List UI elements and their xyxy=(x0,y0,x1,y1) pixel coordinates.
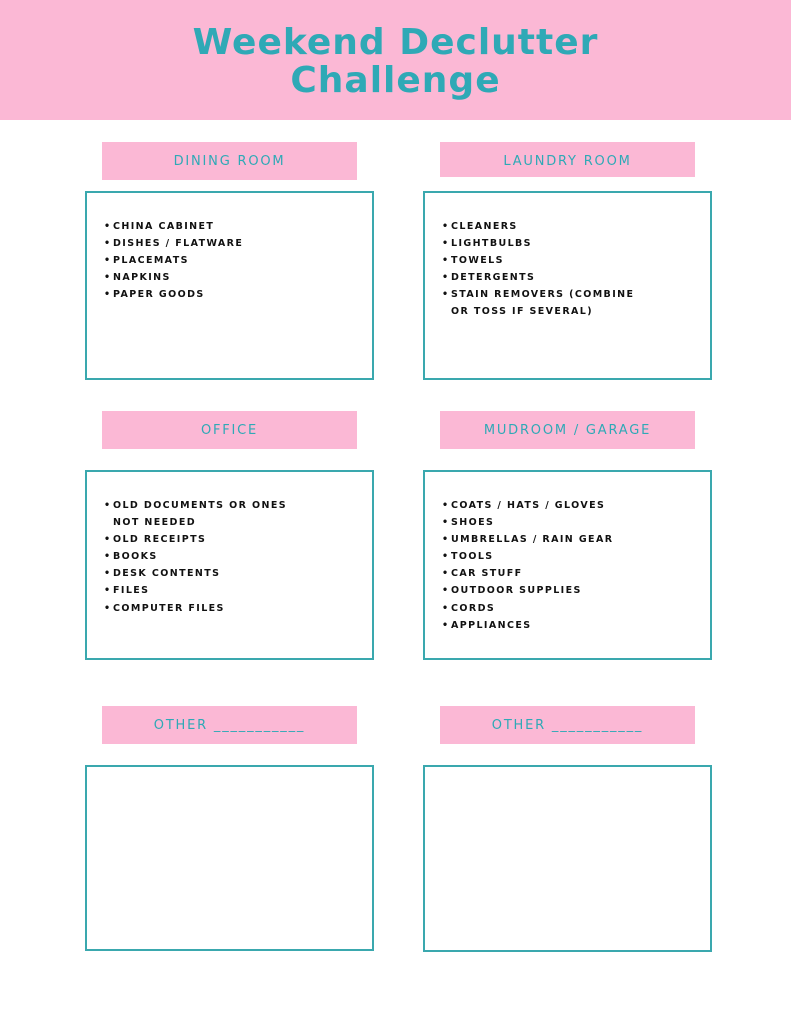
checklist-item xyxy=(104,600,287,617)
checklist-item xyxy=(442,286,634,320)
checklist-item xyxy=(104,582,287,599)
checklist-item-text: APPLIANCES xyxy=(451,619,532,631)
checklist xyxy=(442,218,634,321)
bullet-icon: • xyxy=(442,568,450,580)
checklist-item-text: STAIN REMOVERS (COMBINE OR TOSS IF SEVERAL) xyxy=(451,289,635,318)
checklist-item-text: PAPER GOODS xyxy=(113,289,205,301)
checklist-item-text: LIGHTBULBS xyxy=(451,238,532,250)
section-label-office: OFFICE xyxy=(102,411,357,449)
bullet-icon: • xyxy=(442,551,450,563)
checklist-item xyxy=(104,252,243,269)
title-line-2: Challenge xyxy=(290,60,501,101)
checklist-item xyxy=(442,582,613,599)
checklist-item-text: DESK CONTENTS xyxy=(113,568,221,580)
bullet-icon: • xyxy=(442,500,450,511)
checklist-item-text: COMPUTER FILES xyxy=(113,602,225,614)
checklist-item xyxy=(442,617,613,634)
checklist xyxy=(104,218,243,303)
bullet-icon: • xyxy=(442,238,450,250)
checklist-box-office xyxy=(85,470,374,660)
checklist-item xyxy=(104,235,243,252)
checklist-item-text: OLD RECEIPTS xyxy=(113,534,207,546)
checklist-item-text: DETERGENTS xyxy=(451,272,536,284)
checklist-item xyxy=(104,548,287,565)
section-label-dining-room: DINING ROOM xyxy=(102,142,357,180)
bullet-icon: • xyxy=(104,289,112,301)
checklist-item-text: CHINA CABINET xyxy=(113,221,215,232)
checklist-item-text: TOOLS xyxy=(451,551,494,563)
bullet-icon: • xyxy=(104,551,112,563)
checklist-box-other-2 xyxy=(423,765,712,952)
checklist-item-text: CLEANERS xyxy=(451,221,518,232)
checklist-item xyxy=(442,252,634,269)
checklist-box-laundry-room xyxy=(423,191,712,380)
checklist-item xyxy=(442,531,613,548)
checklist-box-mudroom-garage xyxy=(423,470,712,660)
checklist-item xyxy=(442,218,634,235)
bullet-icon: • xyxy=(442,534,450,546)
bullet-icon: • xyxy=(442,602,450,614)
checklist-item xyxy=(442,600,613,617)
checklist-item-text: DISHES / FLATWARE xyxy=(113,238,244,250)
checklist-box-dining-room xyxy=(85,191,374,380)
section-label-mudroom-garage: MUDROOM / GARAGE xyxy=(440,411,695,449)
checklist-item xyxy=(104,218,243,235)
bullet-icon: • xyxy=(104,568,112,580)
bullet-icon: • xyxy=(104,221,112,232)
bullet-icon: • xyxy=(104,255,112,267)
bullet-icon: • xyxy=(442,289,450,301)
section-label-laundry-room: LAUNDRY ROOM xyxy=(440,142,695,177)
bullet-icon: • xyxy=(442,517,450,529)
checklist-item-text: SHOES xyxy=(451,517,495,529)
checklist-item-text: FILES xyxy=(113,585,150,597)
bullet-icon: • xyxy=(442,272,450,284)
section-label-other-1: OTHER ___________ xyxy=(102,706,357,744)
checklist-item xyxy=(442,548,613,565)
bullet-icon: • xyxy=(442,585,450,597)
checklist-item xyxy=(442,235,634,252)
checklist-item-text: OLD DOCUMENTS OR ONES NOT NEEDED xyxy=(113,500,287,529)
checklist xyxy=(442,497,613,634)
checklist-item-text: PLACEMATS xyxy=(113,255,189,267)
title-line-1: Weekend Declutter xyxy=(192,22,599,63)
checklist-item-text: UMBRELLAS / RAIN GEAR xyxy=(451,534,614,546)
checklist-item xyxy=(442,269,634,286)
checklist-item-text: COATS / HATS / GLOVES xyxy=(451,500,606,511)
section-label-other-2: OTHER ___________ xyxy=(440,706,695,744)
checklist-item xyxy=(104,269,243,286)
bullet-icon: • xyxy=(104,238,112,250)
checklist-item-text: NAPKINS xyxy=(113,272,171,284)
bullet-icon: • xyxy=(104,534,112,546)
checklist-box-other-1 xyxy=(85,765,374,951)
page-title xyxy=(0,24,791,100)
bullet-icon: • xyxy=(104,272,112,284)
checklist-item xyxy=(442,514,613,531)
checklist-item-text: CAR STUFF xyxy=(451,568,523,580)
checklist-item-text: TOWELS xyxy=(451,255,504,267)
bullet-icon: • xyxy=(442,255,450,267)
checklist-item-text: CORDS xyxy=(451,602,496,614)
bullet-icon: • xyxy=(442,619,450,631)
checklist-item xyxy=(104,497,287,531)
bullet-icon: • xyxy=(104,585,112,597)
bullet-icon: • xyxy=(104,602,112,614)
checklist-item xyxy=(104,531,287,548)
bullet-icon: • xyxy=(104,500,112,511)
checklist-item xyxy=(104,565,287,582)
checklist-item xyxy=(442,497,613,514)
checklist-item-text: OUTDOOR SUPPLIES xyxy=(451,585,582,597)
checklist-item xyxy=(442,565,613,582)
checklist xyxy=(104,497,287,617)
checklist-item xyxy=(104,286,243,303)
bullet-icon: • xyxy=(442,221,450,232)
checklist-item-text: BOOKS xyxy=(113,551,158,563)
